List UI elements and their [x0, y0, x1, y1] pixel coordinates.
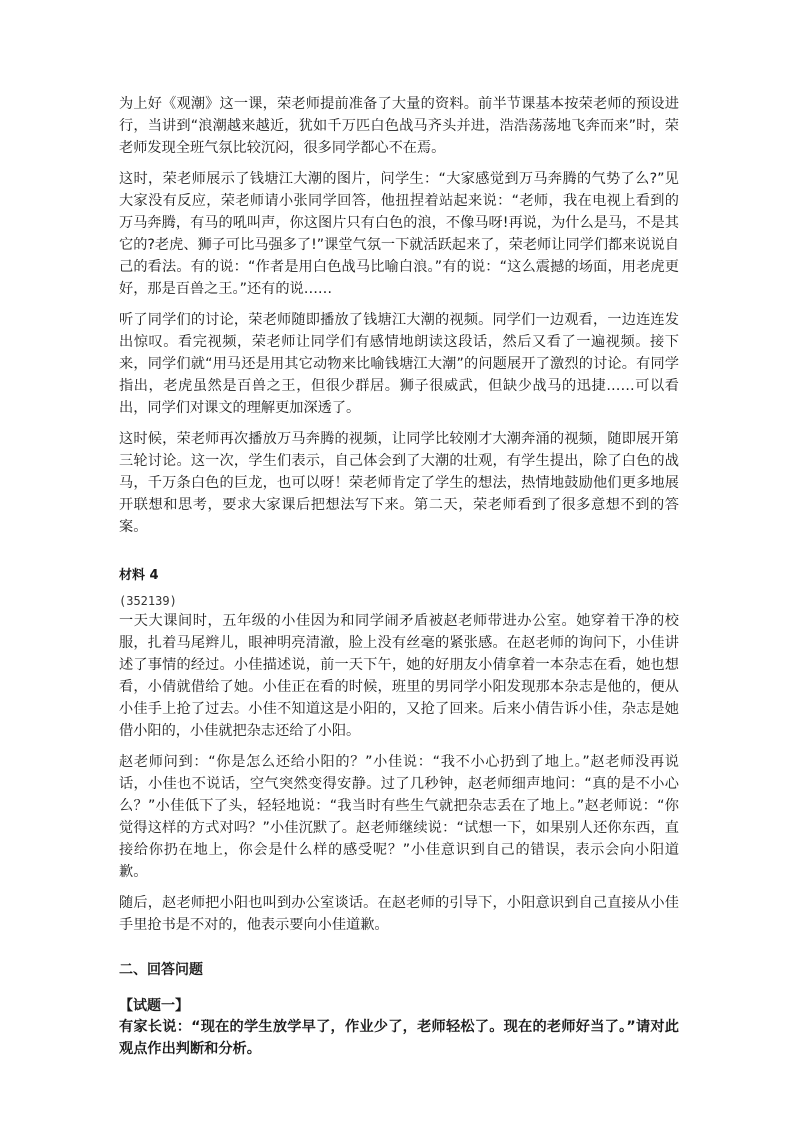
material-4-heading: 材料 4 [119, 568, 159, 583]
paragraph: 为上好《观潮》这一课，荣老师提前准备了大量的资料。前半节课基本按荣老师的预设进行，当讲到“浪潮越来越近，犹如千万匹白色战马齐头并进，浩浩荡荡地飞奔而来”时，荣老师发现全班气氛比较沉闷，很多同学都心不在焉。 [119, 96, 679, 156]
answer-section [119, 960, 679, 1060]
paragraph: 随后，赵老师把小阳也叫到办公室谈话。在赵老师的引导下，小阳意识到自己直接从小佳手里抢书是不对的，他表示要向小佳道歉。 [119, 895, 679, 933]
question-label: 【试题一】 [119, 998, 189, 1014]
paragraph: 赵老师问到：“你是怎么还给小阳的？”小佳说：“我不小心扔到了地上。”赵老师没再说话，小佳也不说话，空气突然变得安静。过了几秒钟，赵老师细声地问：“真的是不小心么？”小佳低下了头，轻轻地说：“我当时有些生气就把杂志丢在了地上。”赵老师说：“你觉得这样的方式对吗？”小佳沉默了。赵老师继续说：“试想一下，如果别人还你东西，直接给你扔在地上，你会是什么样的感受呢？”小佳意识到自己的错误，表示会向小阳道歉。 [119, 754, 679, 880]
material-4-section [119, 566, 679, 936]
paragraph: 这时候，荣老师再次播放万马奔腾的视频，让同学比较刚才大潮奔涌的视频，随即展开第三轮讨论。这一次，学生们表示，自己体会到了大潮的壮观，有学生提出，除了白色的战马，千万条白色的巨龙，也可以呀！荣老师肯定了学生的想法，热情地鼓励他们更多地展开联想和思考，要求大家课后把想法写下来。第二天，荣老师看到了很多意想不到的答案。 [119, 431, 679, 535]
paragraph: 听了同学们的讨论，荣老师随即播放了钱塘江大潮的视频。同学们一边观看，一边连连发出惊叹。看完视频，荣老师让同学们有感情地朗读这段话，然后又看了一遍视频。接下来，同学们就“用马还是用其它动物来比喻钱塘江大潮”的问题展开了激烈的讨论。有同学指出，老虎虽然是百兽之王，但很少群居。狮子很威武，但缺少战马的迅捷……可以看出，同学们对课文的理解更加深透了。 [119, 312, 679, 416]
document-page [119, 93, 679, 1060]
paragraph: 这时，荣老师展示了钱塘江大潮的图片，问学生：“大家感觉到万马奔腾的气势了么?”见大家没有反应，荣老师请小张同学回答，他扭捏着站起来说：“老师，我在电视上看到的万马奔腾，有马的吼叫声，你这图片只有白色的浪，不像马呀!再说，为什么是马，不是其它的?老虎、狮子可比马强多了!”课堂气氛一下就活跃起来了，荣老师让同学们都来说说自己的看法。有的说：“作者是用白色战马比喻白浪。”有的说：“这么震撼的场面，用老虎更好，那是百兽之王。”还有的说…… [119, 171, 679, 297]
answer-heading: 二、回答问题 [119, 962, 203, 978]
question-text: 有家长说：“现在的学生放学早了，作业少了，老师轻松了。现在的老师好当了。”请对此观点作出判断和分析。 [119, 1019, 679, 1057]
material-code: (352139) [119, 594, 177, 608]
case-narrative [119, 93, 679, 538]
paragraph: 一天大课间时，五年级的小佳因为和同学闹矛盾被赵老师带进办公室。她穿着干净的校服，扎着马尾辫儿，眼神明亮清澈，脸上没有丝毫的紧张感。在赵老师的询问下，小佳讲述了事情的经过。小佳描述说，前一天下午，她的好朋友小倩拿着一本杂志在看，她也想看，小倩就借给了她。小佳正在看的时候，班里的男同学小阳发现那本杂志是他的，便从小佳手上抢了过去。小佳不知道这是小阳的，又抢了回来。后来小倩告诉小佳，杂志是她借小阳的，小佳就把杂志还给了小阳。 [119, 613, 679, 739]
